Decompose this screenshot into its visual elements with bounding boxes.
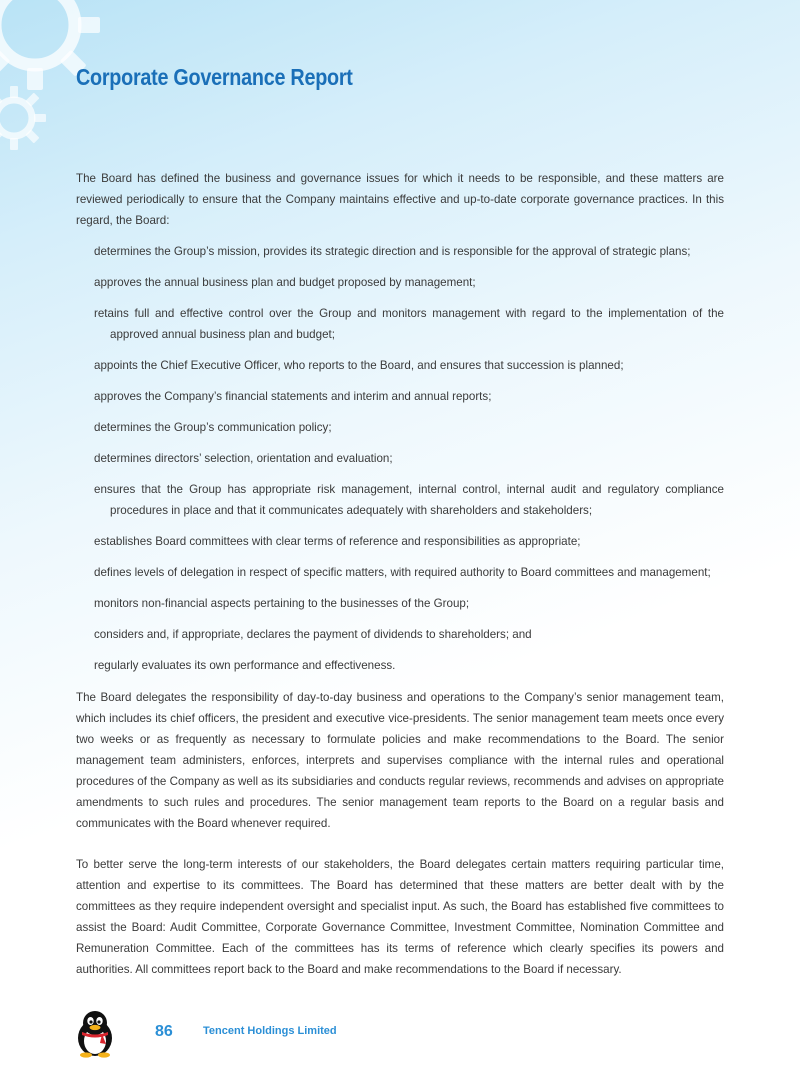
list-item: ensures that the Group has appropriate risk management, internal control, internal audit and regulatory compliance procedures in place and that it communicates adequately with shareholders and stakeholders; [94,483,724,517]
list-item: regularly evaluates its own performance and effectiveness. [94,659,396,672]
committees-paragraph: To better serve the long-term interests of our stakeholders, the Board delegates certain matters requiring particular time, attention and expertise to its committees. The Board has determined that these matters are better dealt with by the committees as they require independent oversight and specialist input. As such, the Board has established five committees to assist the Board: Audit Committee, Corporate Governance Committee, Investment Committee, Nomination Committee and Remuneration Committee. Each of the committees has its terms of reference which clearly specifies its powers and authorities. All committees report back to the Board and make recommendations to the Board if necessary. [76,858,724,976]
list-item: establishes Board committees with clear terms of reference and responsibilities as appropriate; [94,535,581,548]
company-name: Tencent Holdings Limited [203,1025,337,1037]
list-item: determines the Group’s mission, provides its strategic direction and is responsible for the approval of strategic plans; [94,245,691,258]
list-item: defines levels of delegation in respect of specific matters, with required authority to Board committees and management; [94,566,711,579]
list-item: considers and, if appropriate, declares the payment of dividends to shareholders; and [94,628,532,641]
list-item: approves the annual business plan and budget proposed by management; [94,276,476,289]
page-number: 86 [155,1023,173,1040]
list-item: appoints the Chief Executive Officer, who reports to the Board, and ensures that succession is planned; [94,359,624,372]
gear-icon [0,82,50,154]
penguin-mascot-icon [74,1010,116,1058]
intro-paragraph: The Board has defined the business and governance issues for which it needs to be responsible, and these matters are reviewed periodically to ensure that the Company maintains effective and up-to-date corporate governance practices. In this regard, the Board: [76,172,724,227]
board-responsibilities-list [76,241,724,676]
list-item: monitors non-financial aspects pertaining to the businesses of the Group; [94,597,470,610]
list-item: retains full and effective control over the Group and monitors management with regard to the implementation of the approved annual business plan and budget; [94,307,724,341]
senior-management-paragraph: The Board delegates the responsibility of day-to-day business and operations to the Company’s senior management team, which includes its chief officers, the president and executive vice-presidents. The senior management team meets once every two weeks or as frequently as necessary to formulate policies and make recommendations to the Board. The senior management team administers, enforces, interprets and supervises compliance with the internal rules and operational procedures of the Company as well as its subsidiaries and conducts regular reviews, recommends and advises on appropriate amendments to such rules and procedures. The senior management team reports to the Board on a regular basis and communicates with the Board whenever required. [76,691,724,830]
page-footer [0,1010,800,1080]
report-body [76,168,724,1000]
list-item: determines the Group’s communication policy; [94,421,332,434]
list-item: determines directors’ selection, orientation and evaluation; [94,452,393,465]
list-item: approves the Company’s financial statements and interim and annual reports; [94,390,492,403]
page-title: Corporate Governance Report [76,64,353,90]
